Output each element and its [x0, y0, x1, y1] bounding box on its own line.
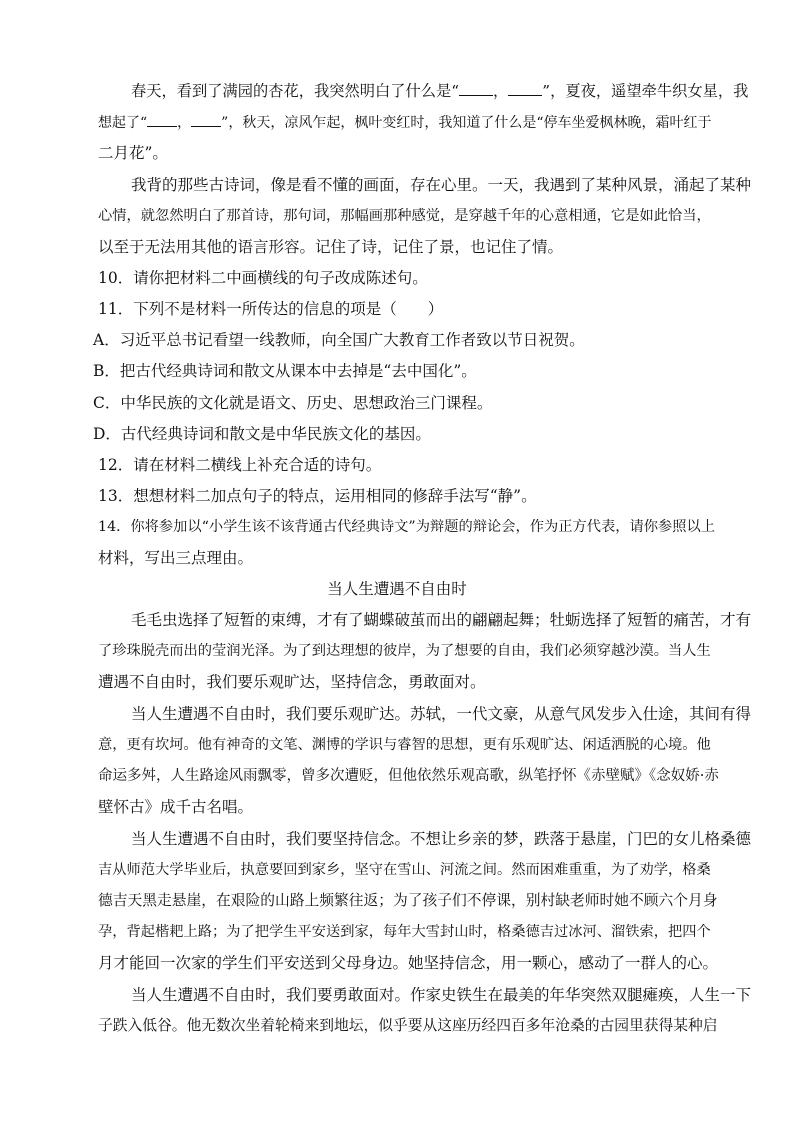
blank-underline — [191, 112, 221, 127]
essay-paragraph3-line3: 德吉天黑走悬崖，在艰险的山路上频繁往返；为了孩子们不停课，别村缺老师时她不顾六个月身 — [98, 892, 718, 909]
essay-paragraph1-line3: 遭遇不自由时，我们要乐观旷达，坚持信念，勇敢面对。 — [98, 673, 486, 691]
question-11: 11．下列不是材料一所传达的信息的项是（ ） — [98, 300, 444, 318]
question-10: 10．请你把材料二中画横线的句子改成陈述句。 — [98, 269, 428, 287]
essay-paragraph1-line1: 毛毛虫选择了短暂的束缚，才有了蝴蝶破茧而出的翩翩起舞；牡蛎选择了短暂的痛苦，才有 — [131, 611, 752, 629]
question-14-line2: 材料，写出三点理由。 — [98, 549, 254, 567]
essay-paragraph2-line2: 意，更有坎坷。他有神奇的文笔、渊博的学识与睿智的思想，更有乐观旷达、闲适洒脱的心境。他 — [98, 737, 711, 753]
text-segment: ”，秋天，凉风乍起，枫叶变红时，我知道了什么是“停车坐爱枫林晚，霜叶红于 — [221, 115, 712, 131]
material2-paragraph1-line1 — [131, 81, 751, 103]
text-segment: 想起了“ — [98, 115, 148, 131]
material2-paragraph2-line2: 心情，就忽然明白了那首诗，那句词，那幅画那种感觉，是穿越千年的心意相通，它是如此恰当， — [98, 208, 711, 224]
text-segment: ”，夏夜，遥望牵牛织女星，我 — [542, 82, 749, 100]
essay-paragraph3-line5: 月才能回一次家的学生们平安送到父母身边。她坚持信念，用一颗心，感动了一群人的心。 — [98, 954, 719, 972]
question-11-option-d: D．古代经典诗词和散文是中华民族文化的基因。 — [93, 425, 431, 443]
essay-paragraph4-line2: 子跌入低谷。他无数次坐着轮椅来到地坛，似乎要从这座历经四百多年沧桑的古园里获得某种启 — [98, 1017, 718, 1034]
text-segment: 春天，看到了满园的杏花，我突然明白了什么是“ — [131, 82, 460, 100]
blank-underline — [459, 81, 493, 96]
essay-title: 当人生遭遇不自由时 — [327, 580, 467, 598]
essay-paragraph2-line3: 命运多舛，人生路途风雨飘零，曾多次遭贬，但他依然乐观高歌，纵笔抒怀《赤壁赋》《念奴娇·赤 — [98, 768, 719, 784]
question-12: 12．请在材料二横线上补充合适的诗句。 — [98, 456, 382, 474]
essay-paragraph3-line4: 孕，背起楷耙上路；为了把学生平安送到家，每年大雪封山时，格桑德吉过冰河、溜铁索，把四个 — [98, 924, 711, 940]
question-14-line1: 14．你将参加以“小学生该不该背通古代经典诗文”为辩题的辩论会，作为正方代表，请你参照以上 — [98, 519, 715, 535]
material2-paragraph2-line3: 以至于无法用其他的语言形容。记住了诗，记住了景，也记住了情。 — [98, 238, 564, 256]
essay-paragraph2-line1: 当人生遭遇不自由时，我们要乐观旷达。苏轼，一代文豪，从意气风发步入仕途，其间有得 — [131, 705, 752, 723]
essay-paragraph2-line4: 壁怀古》成千古名唱。 — [98, 798, 254, 816]
material2-paragraph1-line2 — [98, 112, 718, 134]
essay-paragraph3-line1: 当人生遭遇不自由时，我们要坚持信念。不想让乡亲的梦，跌落于悬崖，门巴的女儿格桑德 — [131, 830, 752, 848]
text-segment: ， — [493, 82, 509, 100]
question-11-option-b: B．把古代经典诗词和散文从课本中去掉是“去中国化”。 — [93, 362, 477, 380]
question-11-option-c: C．中华民族的文化就是语文、历史、思想政治三门课程。 — [93, 394, 493, 412]
blank-underline — [508, 81, 542, 96]
essay-paragraph4-line1: 当人生遭遇不自由时，我们要勇敢面对。作家史铁生在最美的年华突然双腿瘫痪，人生一下 — [131, 986, 752, 1004]
essay-paragraph1-line2: 了珍珠脱壳而出的莹润光泽。为了到达理想的彼岸，为了想要的自由，我们必须穿越沙漠。当人生 — [98, 643, 711, 659]
blank-underline — [147, 112, 177, 127]
text-segment: ， — [177, 115, 192, 131]
material2-paragraph2-line1: 我背的那些古诗词，像是看不懂的画面，存在心里。一天，我遇到了某种风景，涌起了某种 — [131, 176, 752, 194]
essay-paragraph3-line2: 吉从师范大学毕业后，执意要回到家乡，坚守在雪山、河流之间。然而困难重重，为了劝学，格桑 — [98, 862, 711, 878]
question-11-option-a: A．习近平总书记看望一线教师，向全国广大教育工作者致以节日祝贺。 — [93, 331, 585, 349]
question-13: 13．想想材料二加点句子的特点，运用相同的修辞手法写“静”。 — [98, 487, 537, 505]
material2-paragraph1-line3: 二月花”。 — [98, 144, 168, 162]
